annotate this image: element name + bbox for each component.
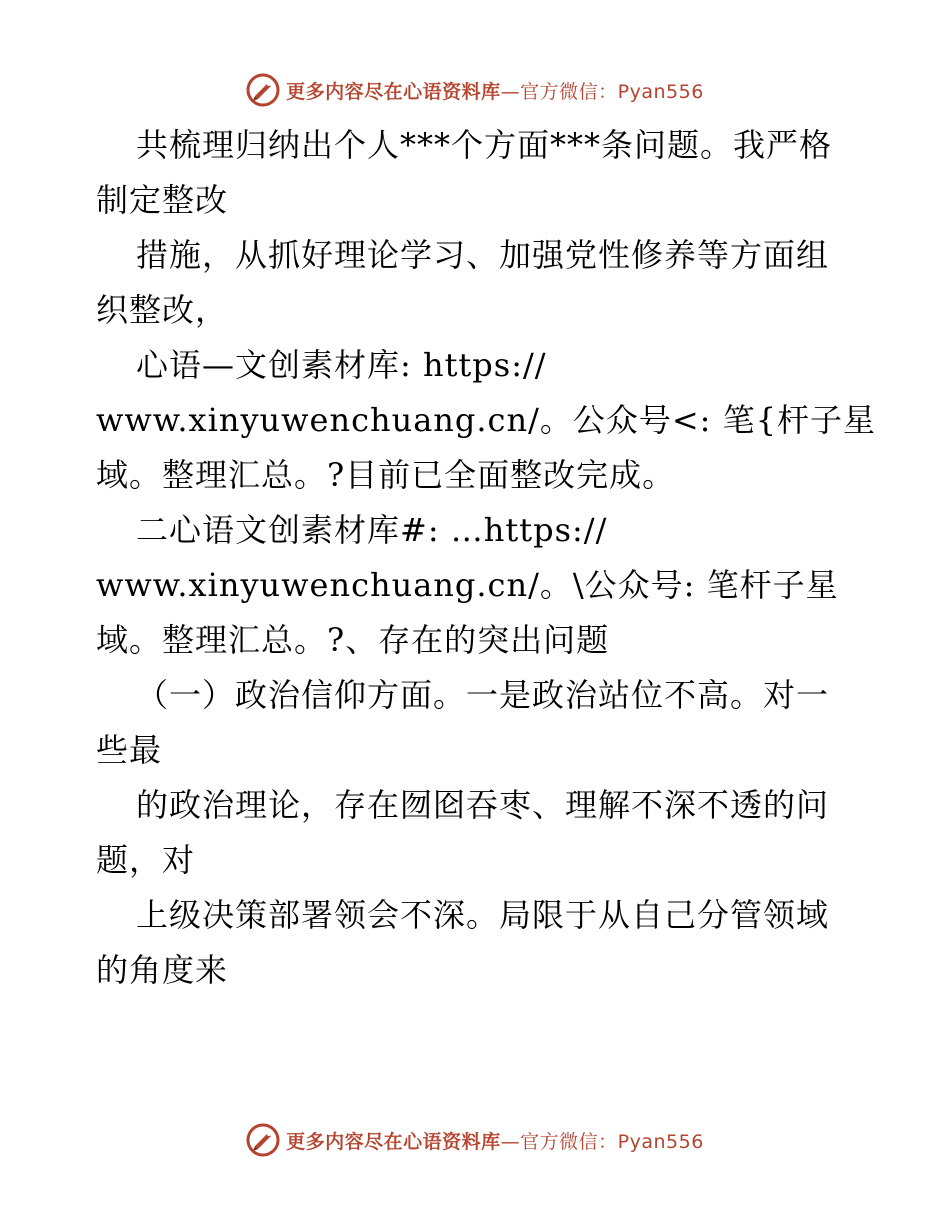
banner-text [286, 1127, 704, 1154]
footer-banner-inner [246, 1123, 704, 1157]
body-line: 共梳理归纳出个人***个方面***条问题。我严格 [136, 126, 833, 164]
body-line: 制定整改 [96, 181, 229, 219]
banner-suffix: —官方微信：Pyan556 [500, 1130, 704, 1153]
body-line: 织整改， [96, 291, 229, 329]
footer-banner [0, 1120, 950, 1160]
body-line: 域。整理汇总。?目前已全面整改完成。 [96, 456, 676, 494]
body-line: www.xinyuwenchuang.cn/。公众号<: 笔{杆子星 [96, 401, 876, 439]
body-line: 心语—文创素材库: https:// [136, 346, 547, 384]
body-line: 上级决策部署领会不深。局限于从自己分管领域 [136, 896, 830, 934]
logo-icon [246, 1123, 280, 1157]
body-line: 措施，从抓好理论学习、加强党性修养等方面组 [136, 236, 830, 274]
logo-icon [246, 73, 280, 107]
body-line: 的角度来 [96, 951, 229, 989]
banner-text [286, 77, 704, 104]
banner-prefix: 更多内容尽在心语资料库 [286, 1130, 501, 1153]
header-banner [0, 70, 950, 110]
header-banner-inner [246, 73, 704, 107]
banner-prefix: 更多内容尽在心语资料库 [286, 80, 501, 103]
banner-suffix: —官方微信：Pyan556 [500, 80, 704, 103]
body-text [96, 118, 876, 998]
body-line: 二心语文创素材库#: …https:// [136, 511, 608, 549]
body-line: www.xinyuwenchuang.cn/。\公众号: 笔杆子星 [96, 566, 839, 604]
body-line: （一）政治信仰方面。一是政治站位不高。对一 [136, 676, 830, 714]
body-line: 题，对 [96, 841, 196, 879]
body-line: 的政治理论，存在囫囵吞枣、理解不深不透的问 [136, 786, 830, 824]
body-line: 些最 [96, 731, 163, 769]
body-line: 域。整理汇总。?、存在的突出问题 [96, 621, 610, 659]
